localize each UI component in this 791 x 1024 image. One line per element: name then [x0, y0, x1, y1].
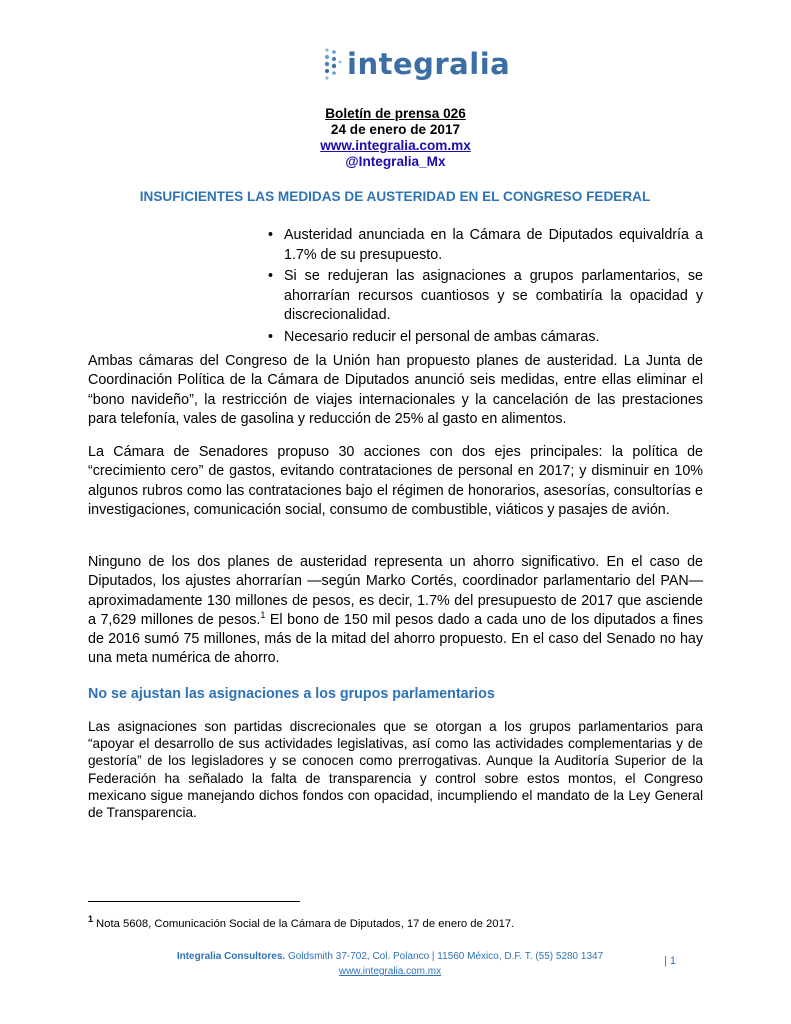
paragraph-2: La Cámara de Senadores propuso 30 acciones con dos ejes principales: la política de “crecimiento cero” de gastos, evitando contrataciones de personal en 2017; y disminuir en 10% algunos rubros como las contrataciones bajo el régimen de honorarios, asesorías, consultorías e investigaciones, comunicación social, consumo de combustible, viáticos y pasajes de avión.	[88, 444, 703, 518]
bullet-item: • Austeridad anunciada en la Cámara de Diputados equivaldría a 1.7% de su presupuesto.	[268, 226, 703, 265]
paragraph-4: Las asignaciones son partidas discrecionales que se otorgan a los grupos parlamentarios para “apoyar el desarrollo de sus actividades legislativas, así como las actividades complementarias y de gestoría” de los legisladores y se conocen como prerrogativas. Aunque la Auditoría Superior de la Federación ha señalado la falta de transparencia y control sobre estos montos, el Congreso mexicano sigue manejando dichos fondos con opacidad, incumpliendo el mandato de la Ley General de Transparencia.	[88, 719, 703, 821]
paragraph-3	[88, 553, 703, 669]
logo-dots-icon	[323, 46, 343, 82]
footer-org: Integralia Consultores.	[176, 951, 286, 962]
paragraph-3-text: Ninguno de los dos planes de austeridad representa un ahorro significativo. En el caso de Diputados, los ajustes ahorrarían —según Marko Cortés, coordinador parlamentario del PAN— aproximadamente 130 millones de pesos, es decir, 1.7% del presupuesto de 2017 que asciende a 7,629 millones de pesos.	[88, 554, 703, 628]
footnote-number: 1	[88, 914, 94, 924]
footnote-reference[interactable]: 1	[260, 610, 266, 621]
footnote-divider	[88, 901, 300, 902]
twitter-handle[interactable]: @Integralia_Mx	[345, 154, 446, 169]
footer-website-link[interactable]: www.integralia.com.mx	[338, 966, 442, 977]
footer-address-line	[160, 949, 620, 964]
bulletin-date: 24 de enero de 2017	[330, 122, 461, 137]
bullet-item: • Necesario reducir el personal de ambas cámaras.	[268, 328, 703, 348]
website-link[interactable]: www.integralia.com.mx	[320, 138, 471, 153]
footnote-text: Nota 5608, Comunicación Social de la Cámara de Diputados, 17 de enero de 2017.	[96, 917, 515, 930]
page-footer	[160, 949, 620, 979]
integralia-logo	[323, 44, 510, 84]
bullet-item: • Si se redujeran las asignaciones a grupos parlamentarios, se ahorrarían recursos cuantiosos y se combatiría la opacidad y discrecionalidad.	[268, 267, 703, 326]
bulletin-title: Boletín de prensa 026	[325, 106, 466, 121]
paragraph-1: Ambas cámaras del Congreso de la Unión han propuesto planes de austeridad. La Junta de Coordinación Política de la Cámara de Diputados anunció seis medidas, entre ellas eliminar el “bono navideño”, la restricción de viajes internacionales y la cancelación de las prestaciones para telefonía, vales de gasolina y reducción de 25% al gasto en alimentos.	[88, 353, 703, 427]
logo-text: integralia	[347, 47, 511, 81]
section-subheading: No se ajustan las asignaciones a los grupos parlamentarios	[88, 686, 495, 702]
footer-address: Goldsmith 37-702, Col. Polanco | 11560 México, D.F. T. (55) 5280 1347	[285, 951, 604, 962]
headline: INSUFICIENTES LAS MEDIDAS DE AUSTERIDAD EN EL CONGRESO FEDERAL	[139, 189, 651, 204]
page-number: | 1	[664, 955, 677, 967]
footnote	[88, 914, 514, 930]
summary-bullets	[268, 226, 703, 349]
paragraph-3-text-continued: El bono de 150 mil pesos dado a cada uno de los diputados a fines de 2016 sumó 75 millones, más de la mitad del ahorro propuesto. En el caso del Senado no hay una meta numérica de ahorro.	[88, 611, 703, 667]
